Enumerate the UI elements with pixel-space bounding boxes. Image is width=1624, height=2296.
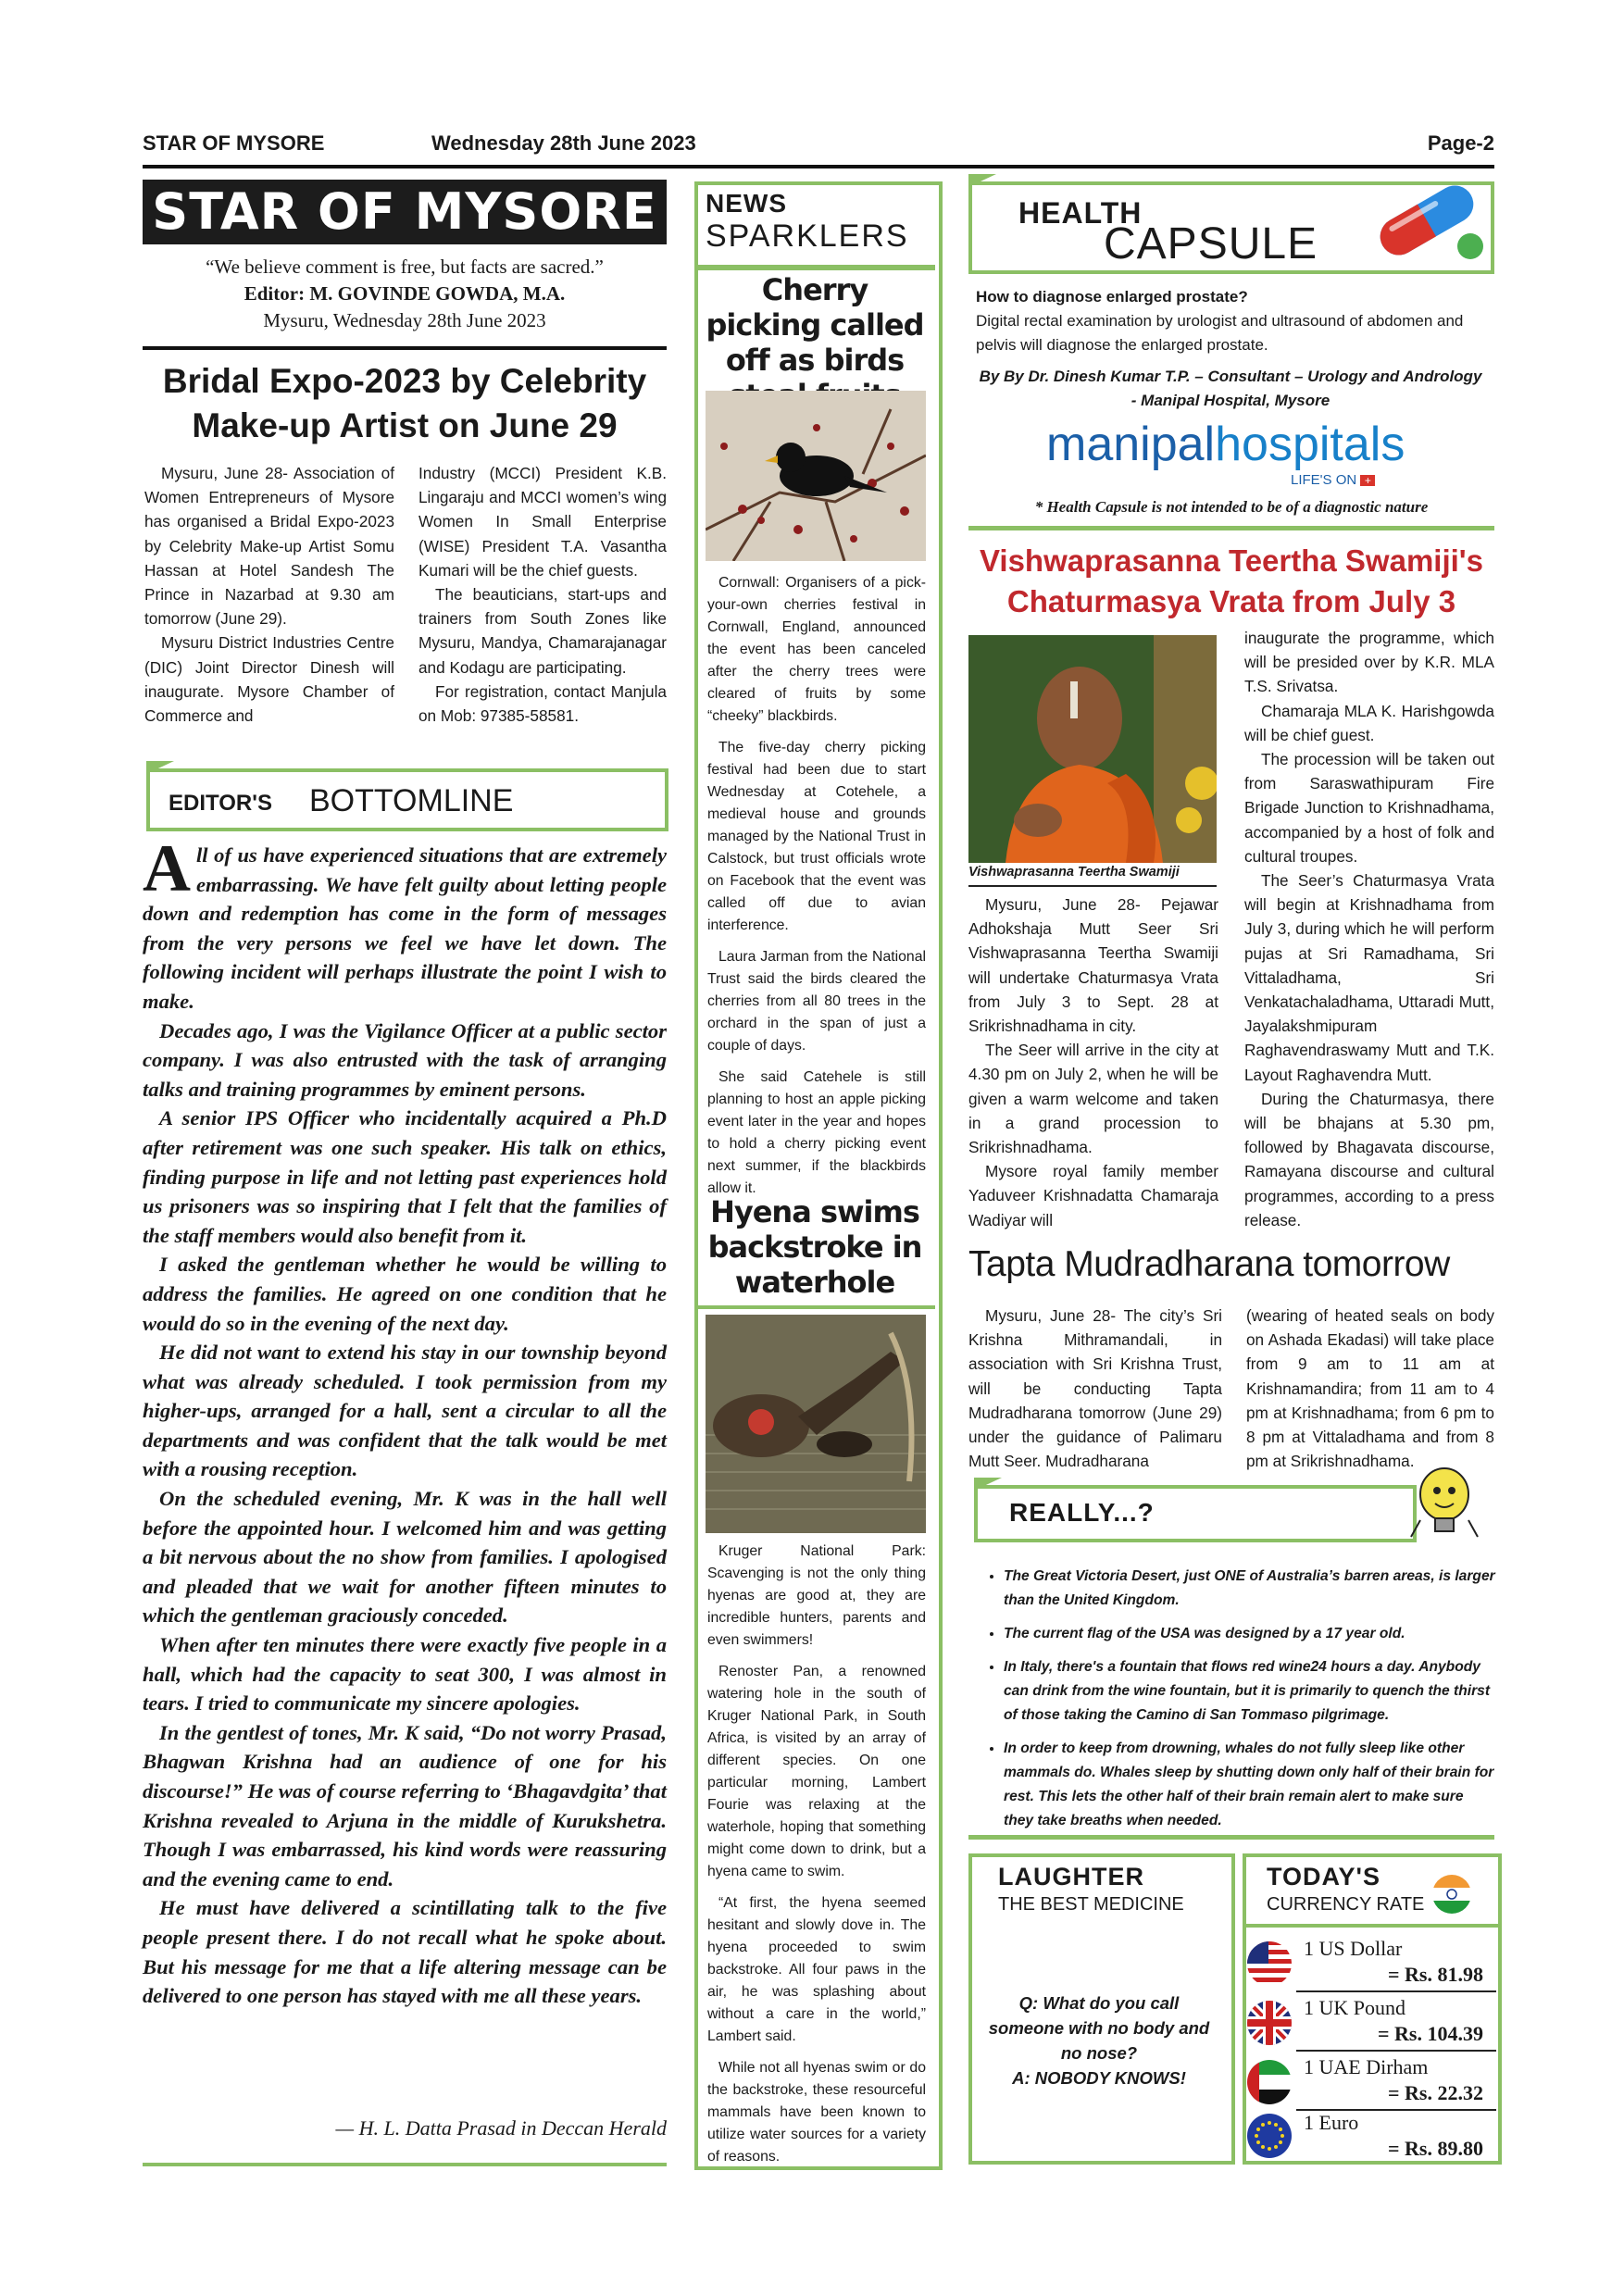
paragraph: Renoster Pan, a renowned watering hole in the south of Kruger National Park, in South Africa, is visited by an array of different species. On one particular morning, Lambert Fourie was relaxing at the waterhole, hoping that something might come down to drink, but a hyena came to swim. [707,1664,926,1879]
paragraph: I asked the gentleman whether he would be willing to address the families. He agreed on one condition that he would do so in the evening of the next day. [143,1253,667,1335]
masthead-info [143,254,667,334]
page-header [143,130,1494,168]
plus-icon: + [1360,475,1375,486]
health-question: How to diagnose enlarged prostate? [976,288,1248,306]
divider [968,526,1494,530]
photo-caption: Vishwaprasanna Teertha Swamiji [968,865,1180,880]
paragraph: In the gentlest of tones, Mr. K said, “Do not worry Prasad, Bhagwan Krishna had an audience of one for his discourse!” He was of course referring to ‘Bhagavdgita’ that Krishna revealed to Arjuna in the middle of Kurukshetra. Though I was embarrassed, his kind words were reassuring and the evening came to end. [143,1720,667,1890]
currency-row [1246,2055,1496,2107]
currency-name: 1 Euro [1304,2111,1359,2134]
currency-row [1246,1937,1496,1989]
issue-date: Wednesday 28th June 2023 [431,131,696,155]
tapta-headline: Tapta Mudradharana tomorrow [968,1244,1450,1284]
logo-tagline [1291,472,1375,488]
news-label-bold: NEWS [706,189,787,218]
paragraph: inaugurate the programme, which will be presided over by K.R. MLA T.S. Srivatsa. [1244,629,1494,696]
bridal-col-2 [418,461,667,728]
paragraph: When after ten minutes there were exactly five people in a hall, which had the capacity to seat 300, I was almost in tears. I tried to communicate my sincere apologies. [143,1633,667,1716]
currency-row [1246,1996,1496,2048]
divider [1296,1990,1496,1992]
paragraph: ll of us have experienced situations that are extremely embarrassing. We have felt guilty about letting people down and redemption has come in the form of messages from the very persons we feel we have let down. The following incident will perhaps illustrate the point I wish to make. [143,843,667,1013]
paragraph: He did not want to extend his stay in our township beyond what was already scheduled. I took permission from my higher-ups, arranged for a hall, sent a circular to all the departments and was confident that the talk would be met with a rousing reception. [143,1341,667,1481]
editor-box-header [146,768,668,831]
really-facts [968,1565,1496,1842]
cherry-story [707,572,926,1209]
news-label-light: SPARKLERS [706,218,909,254]
laughter-header [968,1853,1235,1924]
paragraph: Decades ago, I was the Vigilance Officer at a public sector company. I was also entrusted with the task of arranging talks and training programmes by eminent persons. [143,1018,667,1101]
hyena-headline: Hyena swims backstroke in waterhole [707,1194,922,1300]
currency-name: 1 UAE Dirham [1304,2055,1429,2078]
joke-question: Q: What do you call someone with no body and no nose? [988,1993,1210,2063]
paragraph: The Seer’s Chaturmasya Vrata will begin at Krishnadhama from July 3, during which he will perform pujas at Sri Ramadhama, Sri Vittaladhama, Sri Venkatachaladhama, Uttaradi Mutt, Jayalakshmipuram Raghavendraswamy Mutt and T.K. Layout Raghavendra Mutt. [1244,871,1494,1084]
paragraph: The Seer will arrive in the city at 4.30 pm on July 2, when he will be given a warm welcome and taken in a grand procession to Srikrishnadhama. [968,1041,1218,1157]
motto: “We believe comment is free, but facts are sacred.” [206,256,604,278]
really-box-header [974,1485,1417,1542]
uae-flag-icon [1246,2059,1293,2105]
paragraph: Laura Jarman from the National Trust said the birds cleared the cherries from all 80 trees in the orchard in the span of just a couple of days. [707,949,926,1054]
paragraph: Mysore royal family member Yaduveer Krishnadatta Chamaraja Wadiyar will [968,1162,1218,1229]
blackbird-photo [706,391,926,561]
fact-item: • In Italy, there's a fountain that flows red wine24 hours a day. Anybody can drink from the wine fountain, but it is primarily to quench the thirst of those taking the Camino di San Tommaso pilgrimage. [1004,1655,1496,1728]
editor-name: Editor: M. GOVINDE GOWDA, M.A. [244,282,566,305]
health-answer: Digital rectal examination by urologist and ultrasound of abdomen and pelvis will diagnose the enlarged prostate. [976,312,1464,354]
swamiji-col-1 [968,892,1218,1232]
paragraph: She said Catehele is still planning to host an apple picking event later in the year and hopes to hold a cherry picking event next summer, if the blackbirds allow it. [707,1069,926,1196]
paragraph: Mysuru District Industries Centre (DIC) Joint Director Dinesh will inaugurate. Mysore Chamber of Commerce and [144,633,394,726]
currency-rate: = Rs. 89.80 [1388,2137,1483,2160]
paragraph: Cornwall: Organisers of a pick-your-own cherries festival in Cornwall, England, announced the event has been canceled after the cherry trees were cleared of fruits by some “cheeky” blackbirds. [707,575,926,724]
paragraph: Chamaraja MLA K. Harishgowda will be chief guest. [1244,701,1494,744]
divider [1296,2050,1496,2052]
swamiji-photo [968,635,1217,863]
paragraph: Mysuru, June 28- Association of Women Entrepreneurs of Mysore has organised a Bridal Expo-2023 by Celebrity Make-up Artist Somu Hassan at Hotel Sandesh The Prince in Nazarbad at 9.30 am tomorrow (June 29). [144,464,394,629]
paragraph: The beauticians, start-ups and trainers from South Zones like Mysuru, Mandya, Chamarajanagar and Kodagu are participating. [418,585,667,677]
paragraph: (wearing of heated seals on body on Ashada Ekadasi) will take place from 9 am to 11 am at Krishnamandira; from 11 am to 4 pm at Krishnadhama; from 6 pm to 8 pm at Vittaladhama and from 8 pm at Srikrishnadhama. [1246,1306,1494,1471]
box-label-light: CAPSULE [1104,219,1318,268]
paragraph: On the scheduled evening, Mr. K was in the hall well before the appointed hour. I welcomed him and was getting a bit nervous about the no show from families. I apologised and pleaded that we wait for another fifteen minutes to which the gentleman graciously conceded. [143,1487,667,1628]
swamiji-col-2 [1244,626,1494,1232]
joke-answer: A: NOBODY KNOWS! [1012,2068,1186,2088]
bridal-headline: Bridal Expo-2023 by Celebrity Make-up Artist on June 29 [162,362,647,444]
health-qa [976,285,1494,357]
paragraph: “At first, the hyena seemed hesitant and slowly dove in. The hyena proceeded to swim backstroke. All four paws in the air, he was splashing about without a care in the world,” Lambert said. [707,1895,926,2044]
paragraph: Industry (MCCI) President K.B. Lingaraju and MCCI women’s wing Women In Small Enterprise (WISE) President T.A. Vasantha Kumari will be the chief guests. [418,464,667,580]
box-label-bold: HEALTH [1018,196,1143,230]
page-number: Page-2 [1427,131,1494,155]
divider [968,885,1217,887]
divider [143,346,667,350]
paragraph: While not all hyenas swim or do the backstroke, these resourceful mammals have been known to utilize water sources for a variety of reasons. [707,2060,926,2165]
uk-flag-icon [1246,2000,1293,2046]
editorial-signature: — H. L. Datta Prasad in Deccan Herald [335,2116,667,2140]
tapta-col-2 [1246,1304,1494,1473]
currency-rate: = Rs. 22.32 [1388,2081,1483,2104]
box-label-light: THE BEST MEDICINE [998,1894,1184,1915]
eu-flag-icon [1246,2113,1293,2159]
currency-name: 1 UK Pound [1304,1996,1406,2019]
masthead-title: STAR OF MYSORE [143,180,667,244]
drop-cap: A [143,831,191,905]
bridal-col-1 [144,461,394,728]
paragraph: A senior IPS Officer who incidentally acquired a Ph.D after retirement was one such speaker. His talk on ethics, finding purpose in life and not letting past experiences hold us prisoners was so inspiring that I felt that the families of the staff members would also benefit from it. [143,1106,667,1247]
lightbulb-icon [1409,1463,1480,1544]
fact-item: • The current flag of the USA was designed by a 17 year old. [1004,1622,1496,1646]
paragraph: Mysuru, June 28- The city’s Sri Krishna Mithramandali, in association with Sri Krishna Trust, will be conducting Tapta Mudradharana tomorrow (June 29) under the guidance of Palimaru Mutt Seer. Mudradharana [968,1306,1222,1471]
box-label-bold: REALLY...? [1009,1498,1155,1527]
paragraph: Mysuru, June 28- Pejawar Adhokshaja Mutt Seer Sri Vishwaprasanna Teertha Swamiji will undertake Chaturmasya Vrata from July 3 to Sept. 28 at Srikrishnadhama in city. [968,895,1218,1036]
box-label-bold: TODAY'S [1267,1863,1380,1890]
tagline-text: LIFE'S ON [1291,472,1357,488]
box-label-light: CURRENCY RATE [1267,1894,1425,1915]
currency-row [1246,2111,1496,2163]
us-flag-icon [1246,1940,1293,1987]
joke [981,1990,1217,2090]
capsule-icon [1357,174,1496,267]
paper-name: STAR OF MYSORE [143,131,325,155]
divider [698,1305,935,1309]
paragraph: The procession will be taken out from Saraswathipuram Fire Brigade Junction to Krishnadhama, accompanied by a host of folk and cultural troupes. [1244,750,1494,866]
cherry-headline: Cherry picking called off as birds [706,272,924,378]
box-label-bold: EDITOR'S [169,791,272,816]
currency-name: 1 US Dollar [1304,1937,1403,1960]
editorial-body [143,831,667,2011]
health-disclaimer: * Health Capsule is not intended to be of a diagnostic nature [1034,498,1429,516]
box-label-light: BOTTOMLINE [309,783,514,818]
logo-hospitals: hospitals [1215,418,1405,471]
divider [968,1835,1494,1840]
fact-item: • The Great Victoria Desert, just ONE of Australia’s barren areas, is larger than the United Kingdom. [1004,1565,1496,1613]
paragraph: During the Chaturmasya, there will be bhajans at 5.30 pm, followed by Bhagavata discourse, Ramayana discourse and cultural programmes, according to a press release. [1244,1089,1494,1229]
logo-manipal: manipal [1046,418,1216,471]
currency-rate: = Rs. 104.39 [1378,2022,1483,2045]
paragraph: He must have delivered a scintillating talk to the five people present there. I do not recall what he spoke about. But his message for me that a life altering message can be delivered to one person has stayed with me all these years. [143,1896,667,2008]
fact-item: • In order to keep from drowning, whales do not fully sleep like other mammals do. Whales sleep by shutting down only half of their brain for rest. This lets the other half of their brain remain alert to make sure they take breaths when needed. [1004,1737,1496,1833]
paragraph: For registration, contact Manjula on Mob: 97385-58581. [418,681,667,726]
india-flag-icon [1431,1874,1472,1915]
swamiji-headline: Vishwaprasanna Teertha Swamiji's Chaturmasya Vrata from July 3 [979,543,1484,618]
tapta-col-1 [968,1304,1222,1473]
paragraph: The five-day cherry picking festival had been due to start Wednesday at Cotehele, a medieval house and grounds managed by the National Trust in Calstock, but trust officials wrote on Facebook that the event was called off due to avian interference. [707,740,926,933]
divider [698,265,935,270]
hyena-photo [706,1315,926,1533]
box-label-bold: LAUGHTER [998,1863,1144,1890]
hyena-story [707,1541,926,2177]
paragraph: Kruger National Park: Scavenging is not the only thing hyenas are good at, they are incredible hunters, parents and even swimmers! [707,1543,926,1648]
dateline: Mysuru, Wednesday 28th June 2023 [263,309,546,331]
manipal-logo [1046,417,1405,472]
divider [143,2163,667,2166]
health-byline: By By Dr. Dinesh Kumar T.P. – Consultant – Urology and Andrology - Manipal Hospital, Mysore [979,368,1482,409]
currency-rate: = Rs. 81.98 [1388,1963,1483,1986]
